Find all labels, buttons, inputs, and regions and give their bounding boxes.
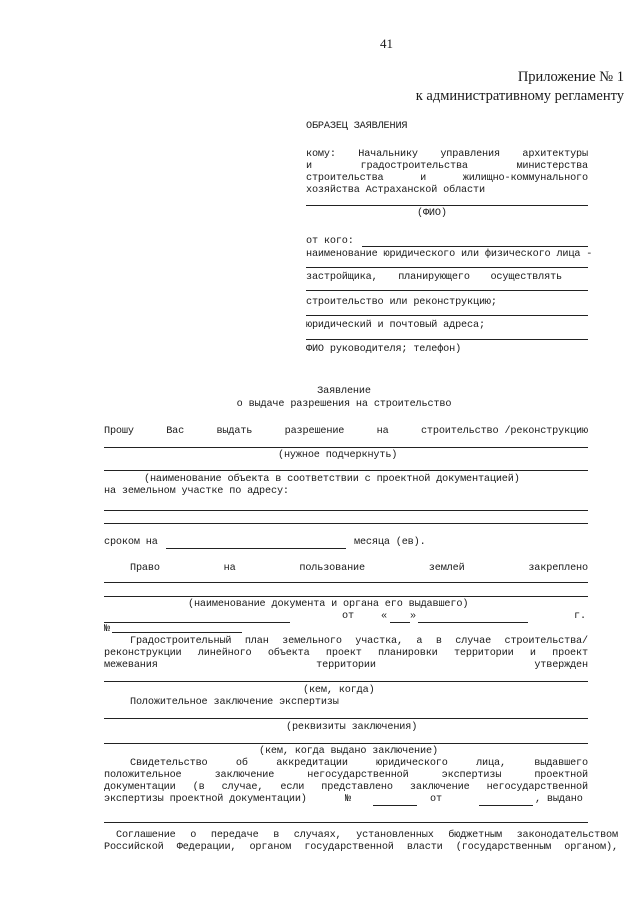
expertise-label: Положительное заключение экспертизы (130, 697, 339, 708)
request-word: Прошу (104, 426, 134, 437)
doc-underline (104, 622, 290, 623)
gpzu-word: объекта (267, 648, 310, 659)
from-word: осуществлять (490, 272, 562, 283)
agreement-word: передаче (210, 830, 259, 841)
gpzu-word: проект (552, 648, 588, 659)
land-right-underline (104, 596, 588, 597)
cert-word: заключение (214, 770, 275, 781)
gpzu-word: план (244, 636, 269, 647)
gpzu-word: строительства/ (504, 636, 588, 647)
addressee-word: и (420, 173, 427, 184)
object-underline (104, 447, 588, 448)
number-sign: № (104, 624, 110, 635)
cert-word: об (235, 758, 248, 769)
addressee-line-2 (306, 161, 588, 172)
statement-subtitle: о выдаче разрешения на строительство (236, 399, 452, 410)
cert-number-sign: № (345, 794, 351, 805)
gpzu-word: территории (453, 648, 514, 659)
agreement-word: о (190, 830, 197, 841)
agreement-word: (государственным (455, 842, 552, 853)
cert-from: от (430, 794, 442, 805)
addressee-line-3 (306, 173, 588, 184)
cert-word: положительное (104, 770, 182, 781)
agreement-word: установленных (356, 830, 434, 841)
month-underline (418, 622, 528, 623)
agreement-word: органом (249, 842, 292, 853)
from-underline (306, 339, 588, 340)
from-word: застройщика, (306, 272, 378, 283)
page-number: 41 (380, 36, 393, 51)
issued-caption: (кем, когда выдано заключение) (259, 746, 438, 757)
gpzu-word: межевания (104, 660, 158, 671)
gpzu-line-2 (104, 648, 588, 659)
cert-word: выдавшего (534, 758, 588, 769)
requisites-caption: (реквизиты заключения) (286, 722, 418, 733)
request-word: строительство /реконструкцию (420, 426, 588, 437)
gpzu-word: утвержден (534, 660, 588, 671)
appendix-title: Приложение № 1 (517, 69, 624, 85)
quote-open: « (381, 611, 387, 622)
year-label: г. (574, 611, 586, 622)
agreement-word: законодательством (516, 830, 618, 841)
agreement-word: Федерации, (176, 842, 237, 853)
cert-word: экспертизы (441, 770, 502, 781)
agreement-word: власти (406, 842, 443, 853)
cert-line-4: экспертизы проектной документации) (104, 794, 307, 805)
from-line-5: ФИО руководителя; телефон) (306, 344, 462, 355)
land-right-word: закреплено (528, 563, 588, 574)
cert-word: Свидетельство (130, 758, 208, 769)
request-word: на (376, 426, 389, 437)
cert-word: проектной (534, 770, 588, 781)
addressee-word: Начальнику (358, 149, 418, 160)
land-right-word: землей (428, 563, 465, 574)
from-line-3: строительство или реконструкцию; (306, 297, 497, 308)
gpzu-word: а (416, 636, 423, 647)
cert-word: представлено (321, 782, 393, 793)
from-line-2 (306, 272, 562, 283)
issued-underline (104, 743, 588, 744)
gpzu-word: и (529, 648, 536, 659)
agreement-word: государственной (304, 842, 394, 853)
cert-word: заключение (409, 782, 470, 793)
underline-hint: (нужное подчеркнуть) (278, 450, 398, 461)
from-underline (306, 267, 588, 268)
addressee-word: управления (440, 149, 500, 160)
fio-underline (306, 205, 588, 206)
agreement-word: Соглашение (116, 830, 176, 841)
gpzu-word: участка, (355, 636, 403, 647)
cert-word: (в (192, 782, 205, 793)
months-label: месяца (ев). (354, 537, 426, 548)
gpzu-word: в (435, 636, 442, 647)
cert-line-2 (104, 770, 588, 781)
cert-line-1 (130, 758, 588, 769)
gpzu-word: Градостроительный (130, 636, 232, 647)
cert-word: негосударственной (307, 770, 409, 781)
from-underline (362, 246, 588, 247)
land-right-underline (104, 582, 588, 583)
gpzu-word: линейного (197, 648, 252, 659)
sample-title: ОБРАЗЕЦ ЗАЯВЛЕНИЯ (306, 121, 408, 132)
addressee-line-4: хозяйства Астраханской области (306, 185, 485, 196)
land-right-word: пользование (299, 563, 365, 574)
addressee-word: строительства (306, 173, 384, 184)
number-underline (112, 632, 242, 633)
gpzu-word: планировки (377, 648, 438, 659)
cert-word: если (280, 782, 305, 793)
agreement-word: бюджетным (448, 830, 502, 841)
from-underline (306, 290, 588, 291)
cert-word: документации (104, 782, 176, 793)
cert-word: юридического (376, 758, 448, 769)
cert-word: лица, (476, 758, 506, 769)
request-word: выдать (216, 426, 253, 437)
address-underline (104, 523, 588, 524)
request-word: Вас (166, 426, 185, 437)
cert-line-3 (104, 782, 588, 793)
addressee-line-1 (306, 149, 588, 160)
gpzu-word: территории (316, 660, 376, 671)
land-right-word: на (223, 563, 236, 574)
addressee-word: и (306, 161, 312, 172)
gpzu-line-3 (104, 660, 588, 671)
land-plot-label: на земельном участке по адресу: (104, 486, 289, 497)
agreement-word: в (273, 830, 280, 841)
from-line-4: юридический и почтовый адреса; (306, 320, 485, 331)
land-right-line (130, 563, 588, 574)
date-from: от (342, 611, 354, 622)
gpzu-word: проект (325, 648, 362, 659)
agreement-word: органом), (564, 842, 618, 853)
cert-number-underline (373, 805, 417, 806)
addressee-word: министерства (516, 161, 588, 172)
agreement-line-1 (116, 830, 618, 841)
land-right-word: Право (130, 563, 160, 574)
expertise-underline (104, 718, 588, 719)
request-word: разрешение (284, 426, 345, 437)
cert-word: аккредитации (276, 758, 348, 769)
cert-underline (104, 822, 588, 823)
object-caption: (наименование объекта в соответствии с проектной документацией) (144, 474, 520, 485)
cert-word: случае, (221, 782, 264, 793)
from-word: планирующего (398, 272, 470, 283)
cert-issued: , выдано (535, 794, 583, 805)
agreement-word: случаях, (293, 830, 342, 841)
addressee-word: архитектуры (522, 149, 588, 160)
gpzu-word: случае (455, 636, 492, 647)
addressee-word: градостроительства (360, 161, 468, 172)
quote-close: » (410, 611, 416, 622)
term-underline (166, 548, 346, 549)
term-label: сроком на (104, 537, 158, 548)
agreement-line-2 (104, 842, 618, 853)
object-underline (104, 470, 588, 471)
from-line-1: наименование юридического или физического лица - (306, 249, 593, 260)
by-whom-caption: (кем, когда) (303, 685, 375, 696)
address-underline (104, 510, 588, 511)
day-underline (390, 622, 410, 623)
appendix-subtitle: к административному регламенту (415, 88, 624, 104)
gpzu-underline (104, 681, 588, 682)
doc-caption: (наименование документа и органа его выдавшего) (188, 599, 469, 610)
from-label: от кого: (306, 236, 354, 247)
request-line (104, 426, 588, 437)
addressee-word: жилищно-коммунального (462, 173, 588, 184)
cert-word: негосударственной (486, 782, 588, 793)
from-underline (306, 315, 588, 316)
gpzu-line-1 (130, 636, 588, 647)
cert-date-underline (479, 805, 533, 806)
statement-title: Заявление (317, 386, 371, 397)
fio-caption: (ФИО) (417, 208, 447, 219)
addressee-word: кому: (306, 149, 336, 160)
gpzu-word: земельного (282, 636, 342, 647)
gpzu-word: реконструкции (104, 648, 182, 659)
agreement-word: Российской (104, 842, 164, 853)
